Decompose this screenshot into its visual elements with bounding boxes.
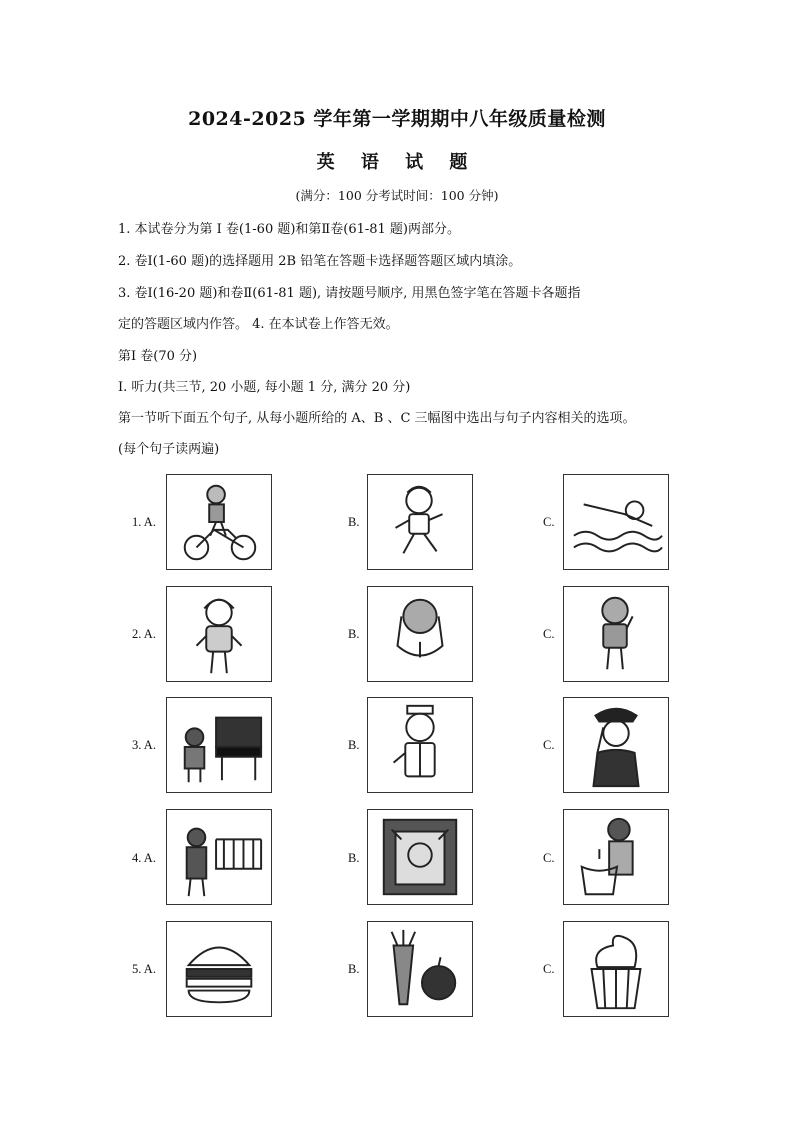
exam-subtitle: 英 语 试 题 bbox=[316, 152, 478, 173]
part-heading: 第Ⅰ 卷(70 分) bbox=[118, 349, 198, 364]
q2-option-b-label: B. bbox=[348, 627, 360, 641]
boy-riding-bicycle-icon bbox=[166, 474, 272, 570]
instruction-4: 定的答题区域内作答。 4. 在本试卷上作答无效。 bbox=[118, 317, 399, 332]
direction-line-1: 第一节听下面五个句子, 从每小题所给的 A、B 、C 三幅图中选出与句子内容相关的选项。 bbox=[118, 411, 636, 426]
listening-heading: Ⅰ. 听力(共三节, 20 小题, 每小题 1 分, 满分 20 分) bbox=[118, 380, 411, 395]
doctor-icon bbox=[367, 697, 473, 793]
pianist-icon bbox=[166, 697, 272, 793]
instruction-3: 3. 卷Ⅰ(16-20 题)和卷Ⅱ(61-81 题), 请按题号顺序, 用黑色签字笔在答题卡各题指 bbox=[118, 286, 581, 301]
person-swimming-icon bbox=[563, 474, 669, 570]
q5-option-b-label: B. bbox=[348, 962, 360, 976]
q3-option-b-label: B. bbox=[348, 738, 360, 752]
q1-option-a-label: 1. A. bbox=[132, 515, 156, 529]
girl-window-icon bbox=[367, 809, 473, 905]
q2-option-a-label: 2. A. bbox=[132, 627, 156, 641]
q4-option-b-label: B. bbox=[348, 851, 360, 865]
q5-option-a-label: 5. A. bbox=[132, 962, 156, 976]
q5-option-c-label: C. bbox=[543, 962, 555, 976]
boy-running-icon bbox=[367, 474, 473, 570]
q3-option-c-label: C. bbox=[543, 738, 555, 752]
q1-option-b-label: B. bbox=[348, 515, 360, 529]
police-officer-icon bbox=[563, 697, 669, 793]
exam-title: 2024-2025 学年第一学期期中八年级质量检测 bbox=[188, 108, 606, 130]
carrot-and-apple-icon bbox=[367, 921, 473, 1017]
boy-headache-icon bbox=[367, 586, 473, 682]
girl-stomachache-icon bbox=[166, 586, 272, 682]
hamburger-icon bbox=[166, 921, 272, 1017]
instruction-1: 1. 本试卷分为第 Ⅰ 卷(1-60 题)和第Ⅱ卷(61-81 题)两部分。 bbox=[118, 222, 461, 237]
ice-cream-icon bbox=[563, 921, 669, 1017]
score-info: (满分：100 分考试时间：100 分钟) bbox=[295, 188, 499, 203]
q4-option-a-label: 4. A. bbox=[132, 851, 156, 865]
q3-option-a-label: 3. A. bbox=[132, 738, 156, 752]
q1-option-c-label: C. bbox=[543, 515, 555, 529]
q4-option-c-label: C. bbox=[543, 851, 555, 865]
girl-cold-winter-icon bbox=[166, 809, 272, 905]
instruction-2: 2. 卷Ⅰ(1-60 题)的选择题用 2B 铅笔在答题卡选择题答题区域内填涂。 bbox=[118, 254, 522, 269]
girl-washing-hands-icon bbox=[563, 809, 669, 905]
direction-line-2: (每个句子读两遍) bbox=[118, 442, 220, 457]
q2-option-c-label: C. bbox=[543, 627, 555, 641]
boy-toothache-icon bbox=[563, 586, 669, 682]
